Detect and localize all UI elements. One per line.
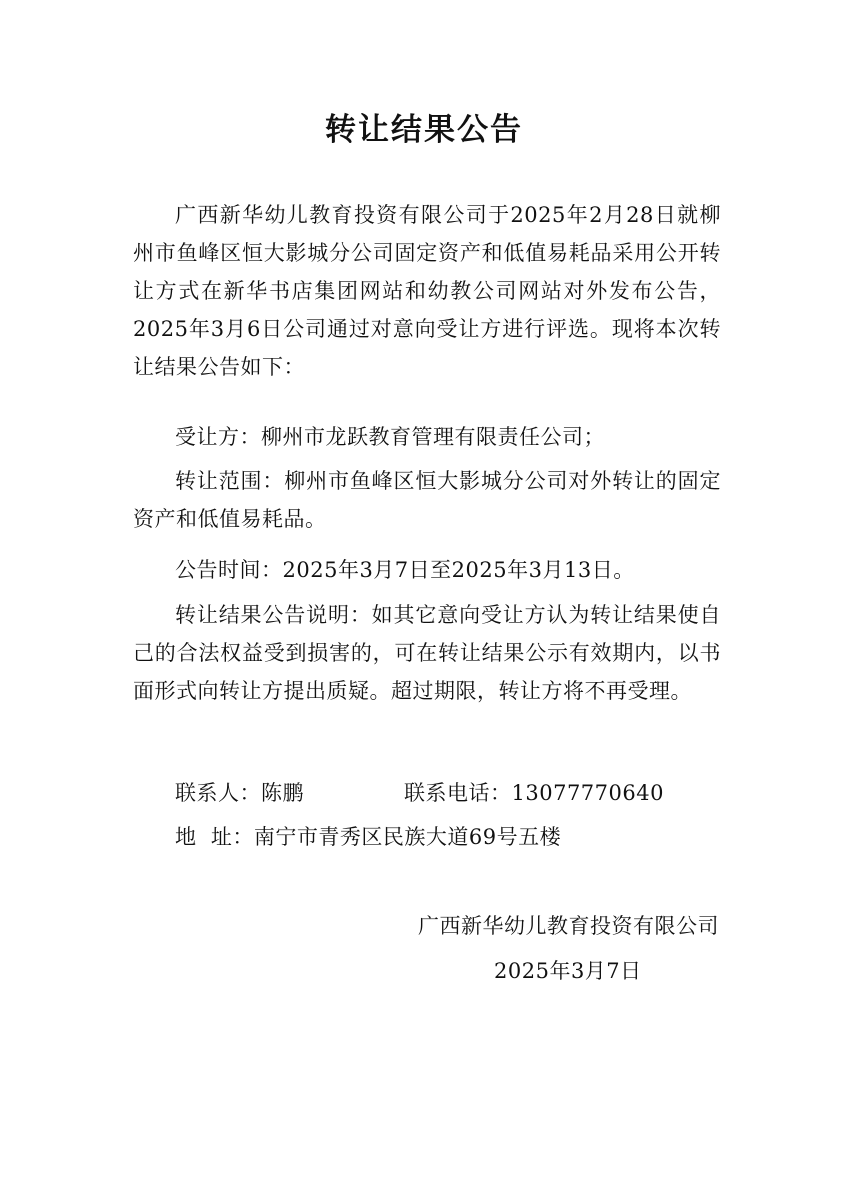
transferee-paragraph: 受让方：柳州市龙跃教育管理有限责任公司； <box>175 425 605 449</box>
intro-paragraph: 广西新华幼儿教育投资有限公司于2025年2月28日就柳州市鱼峰区恒大影城分公司固定资产和低值易耗品采用公开转让方式在新华书店集团网站和幼教公司网站对外发布公告，2025年3月6日公司通过对意向受让方进行评选。现将本次转让结果公告如下： <box>133 203 721 379</box>
contact-address: 地 址：南宁市青秀区民族大道69号五楼 <box>175 825 562 849</box>
result-notice-paragraph: 转让结果公告说明：如其它意向受让方认为转让结果使自己的合法权益受到损害的，可在转让结果公示有效期内，以书面形式向转让方提出质疑。超过期限，转让方将不再受理。 <box>133 603 721 703</box>
contact-phone: 联系电话：13077770640 <box>404 781 664 805</box>
contact-person: 联系人：陈鹏 <box>175 781 304 805</box>
announcement-period-paragraph: 公告时间：2025年3月7日至2025年3月13日。 <box>175 558 635 582</box>
transfer-scope-paragraph: 转让范围：柳州市鱼峰区恒大影城分公司对外转让的固定资产和低值易耗品。 <box>133 469 721 531</box>
signature-date: 2025年3月7日 <box>494 959 642 983</box>
signature-company: 广西新华幼儿教育投资有限公司 <box>418 914 719 938</box>
page-title: 转让结果公告 <box>325 112 523 148</box>
